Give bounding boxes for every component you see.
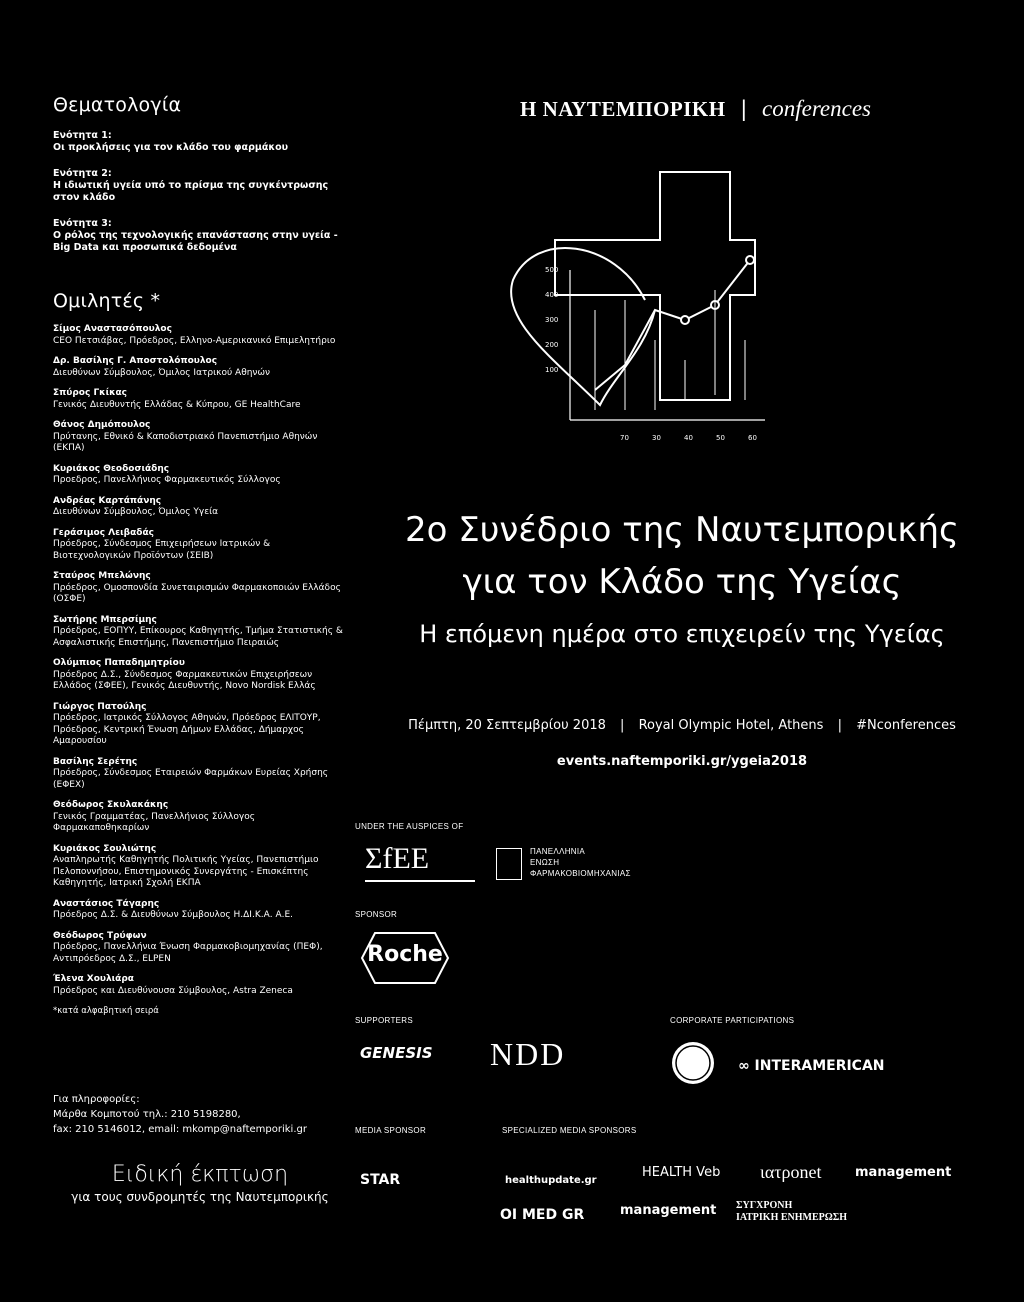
event-title-line1: 2ο Συνέδριο της Ναυτεμπορικής <box>405 510 959 550</box>
management-logo-2: management <box>620 1203 717 1218</box>
discount-title: Ειδική έκπτωση <box>111 1162 289 1187</box>
speaker-entry <box>53 356 343 379</box>
speaker-name: Σίμος Αναστασόπουλος <box>53 324 172 334</box>
contact-fax-email: fax: 210 5146012, email: mkomp@naftemporiki.gr <box>53 1124 307 1135</box>
speaker-name: Σταύρος Μπελώνης <box>53 571 151 581</box>
healthupdate-logo: healthupdate.gr <box>505 1175 597 1186</box>
star-logo: STAR <box>360 1172 401 1188</box>
discount-block <box>30 1162 370 1204</box>
ndd-logo: NDD <box>490 1036 566 1072</box>
speaker-entry <box>53 899 343 922</box>
masthead <box>520 96 871 122</box>
speakers-footnote: *κατά αλφαβητική σειρά <box>53 1006 159 1016</box>
y-tick-label: 400 <box>545 291 559 299</box>
x-tick-label: 50 <box>716 434 725 442</box>
iatronet-logo: ιατρonet <box>760 1162 822 1182</box>
corporate-label: CORPORATE PARTICIPATIONS <box>670 1016 795 1025</box>
speaker-entry <box>53 844 343 890</box>
interamerican-icon: ∞ <box>738 1058 750 1074</box>
speaker-entry <box>53 702 343 748</box>
speaker-name: Ολύμπιος Παπαδημητρίου <box>53 658 185 668</box>
discount-subtitle: για τους συνδρομητές της Ναυτεμπορικής <box>71 1190 329 1204</box>
speaker-role: Πρόεδρος, Ιατρικός Σύλλογος Αθηνών, Πρόεδρος ΕΛΙΤΟΥΡ, Πρόεδρος, Κεντρική Ένωση Δήμων Ελλάδας, Δήμαρχος Αμαρουσίου <box>53 713 321 746</box>
speaker-name: Αναστάσιος Τάγαρης <box>53 898 160 909</box>
speaker-role: Πρόεδρος, Σύνδεσμος Εταιρειών Φαρμάκων Ευρείας Χρήσης (ΕΦΕΧ) <box>53 768 329 790</box>
speaker-entry <box>53 658 343 693</box>
contact-name-phone: Μάρθα Κομποτού τηλ.: 210 5198280, <box>53 1109 241 1120</box>
pef-logo-mark <box>496 848 522 880</box>
speaker-entry <box>53 420 343 455</box>
event-url[interactable]: events.naftemporiki.gr/ygeia2018 <box>556 754 808 769</box>
y-tick-label: 200 <box>545 341 559 349</box>
speaker-role: Διευθύνων Σύμβουλος, Όμιλος Υγεία <box>53 507 219 517</box>
speaker-name: Έλενα Χουλιάρα <box>53 974 134 984</box>
topics-section <box>53 94 343 264</box>
event-hashtag: #Nconferences <box>856 718 956 733</box>
speaker-name: Σωτήρης Μπερσίμης <box>53 614 157 625</box>
speaker-entry <box>53 800 343 835</box>
chart-point <box>681 316 689 324</box>
sfee-logo: ΣfΕΕ <box>365 842 430 875</box>
media-sponsor-label: MEDIA SPONSOR <box>355 1126 427 1135</box>
speaker-role: Πρόεδρος, Πανελλήνια Ένωση Φαρμακοβιομηχανίας (ΠΕΦ), Αντιπρόεδρος Δ.Σ., ELPEN <box>53 942 323 964</box>
topic-unit-3: Ενότητα 3: Ο ρόλος της τεχνολογικής επανάστασης στην υγεία - Big Data και προσωπικά δεδομένα <box>53 218 338 253</box>
speaker-role: Γενικός Διευθυντής Ελλάδας & Κύπρου, GE HealthCare <box>53 399 301 410</box>
speaker-role: Διευθύνων Σύμβουλος, Όμιλος Ιατρικού Αθηνών <box>53 367 271 378</box>
chart-line <box>595 260 750 390</box>
event-details <box>340 718 1024 733</box>
speaker-entry <box>53 974 343 997</box>
speaker-entry <box>53 757 343 792</box>
contact-block <box>53 1092 353 1137</box>
x-tick-label: 30 <box>652 434 661 442</box>
speaker-entry <box>53 388 343 411</box>
speaker-name: Κυριάκος Σουλιώτης <box>53 843 157 854</box>
topics-heading: Θεματολογία <box>53 94 182 116</box>
separator: | <box>837 718 842 733</box>
chart-point <box>746 256 754 264</box>
x-tick-label: 60 <box>748 434 757 442</box>
speaker-role: Πρόεδρος και Διευθύνουσα Σύμβουλος, Astra Zeneca <box>53 985 293 996</box>
management-logo-1: management <box>855 1165 952 1180</box>
speaker-name: Βασίλης Σερέτης <box>53 756 138 767</box>
y-tick-label: 500 <box>545 266 559 274</box>
speaker-role: Αναπληρωτής Καθηγητής Πολιτικής Υγείας, Πανεπιστήμιο Πελοποννήσου, Επιστημονικός Συνεργάτης - Επισκέπτης Καθηγητής, Ιατρική Σχολή ΕΚΠΑ <box>53 855 319 888</box>
speaker-role: Πρόεδρος, ΕΟΠΥΥ, Επίκουρος Καθηγητής, Τμήμα Στατιστικής & Ασφαλιστικής Επιστήμης, Πανεπιστήμιο Πειραιώς <box>53 626 343 648</box>
speaker-role: Πρύτανης, Εθνικό & Καποδιστριακό Πανεπιστήμιο Αθηνών (ΕΚΠΑ) <box>53 431 318 453</box>
heart-outline <box>511 248 655 405</box>
speaker-role: Πρόεδρος, Σύνδεσμος Επιχειρήσεων Ιατρικών & Βιοτεχνολογικών Προϊόντων (ΣΕΙΒ) <box>53 539 271 561</box>
speaker-role: Γενικός Γραμματέας, Πανελλήνιος Σύλλογος Φαρμακαποθηκαρίων <box>53 811 256 833</box>
speaker-name: Γιώργος Πατούλης <box>53 701 147 712</box>
speaker-entry <box>53 615 343 650</box>
topic-unit-1: Ενότητα 1: Οι προκλήσεις για τον κλάδο του φαρμάκου <box>53 130 289 153</box>
event-tagline: Η επόμενη ημέρα στο επιχειρείν της Υγείας <box>419 620 945 648</box>
speaker-role: Πρόεδρος Δ.Σ. & Διευθύνων Σύμβουλος Η.ΔΙ.Κ.Α. Α.Ε. <box>53 910 294 920</box>
x-tick-label: 70 <box>620 434 629 442</box>
interamerican-logo: ∞ INTERAMERICAN <box>738 1058 885 1074</box>
speaker-name: Σπύρος Γκίκας <box>53 388 127 398</box>
speaker-entry <box>53 324 343 347</box>
pef-logo-text: ΠΑΝΕΛΛΗΝΙΑ ΕΝΩΣΗ ΦΑΡΜΑΚΟΒΙΟΜΗΧΑΝΙΑΣ <box>530 847 631 878</box>
speaker-name: Ανδρέας Καρτάπάνης <box>53 495 162 506</box>
medgr-logo: OI MED GR <box>500 1207 585 1223</box>
sfee-underline <box>365 880 475 882</box>
event-date: Πέμπτη, 20 Σεπτεμβρίου 2018 <box>408 718 606 733</box>
roche-text: Roche <box>367 942 443 967</box>
speaker-name: Δρ. Βασίλης Γ. Αποστολόπουλος <box>53 356 218 366</box>
speaker-list <box>53 324 343 997</box>
speaker-entry <box>53 528 343 563</box>
event-title-line2: για τον Κλάδο της Υγείας <box>462 562 902 602</box>
event-venue: Royal Olympic Hotel, Athens <box>638 718 824 733</box>
auspices-label: UNDER THE AUSPICES OF <box>355 822 464 831</box>
speaker-name: Γεράσιμος Λειβαδάς <box>53 527 154 538</box>
speakers-section <box>53 290 343 1016</box>
speaker-name: Θάνος Δημόπουλος <box>53 420 151 430</box>
topic-unit-2: Ενότητα 2: Η ιδιωτική υγεία υπό το πρίσμα της συγκέντρωσης στον κλάδο <box>53 168 329 203</box>
x-tick-label: 40 <box>684 434 693 442</box>
speaker-role: Πρόεδρος Δ.Σ., Σύνδεσμος Φαρμακευτικών Επιχειρήσεων Ελλάδος (ΣΦΕΕ), Γενικός Διευθυντής, Novo Nordisk Ελλάς <box>53 669 316 691</box>
speaker-name: Θεόδωρος Τρύφων <box>53 930 147 941</box>
speaker-entry <box>53 571 343 606</box>
speaker-role: Προεδρος, Πανελλήνιος Φαρμακευτικός Σύλλογος <box>53 475 281 485</box>
speaker-name: Θεόδωρος Σκυλακάκης <box>53 800 169 810</box>
health-graphic <box>495 160 795 460</box>
speaker-entry <box>53 496 343 519</box>
speaker-role: Πρόεδρος, Ομοσπονδία Συνεταιρισμών Φαρμακοποιών Ελλάδος (ΟΣΦΕ) <box>53 582 341 604</box>
specialized-label: SPECIALIZED MEDIA SPONSORS <box>502 1126 637 1135</box>
genesis-logo: GENESIS <box>360 1044 433 1062</box>
speaker-entry <box>53 464 343 487</box>
supporters-label: SUPPORTERS <box>355 1016 413 1025</box>
synchroni-logo: ΣΥΓΧΡΟΝΗ ΙΑΤΡΙΚΗ ΕΝΗΜΕΡΩΣΗ <box>736 1200 848 1223</box>
healthweb-logo: HEALTH Veb <box>642 1165 721 1180</box>
y-tick-label: 300 <box>545 316 559 324</box>
y-tick-label: 100 <box>545 366 559 374</box>
speaker-role: CEO Πετσιάβας, Πρόεδρος, Ελληνο-Αμερικανικό Επιμελητήριο <box>53 335 336 346</box>
speakers-heading: Ομιλητές * <box>53 290 161 312</box>
masthead-brand: Η ΝΑΥΤΕΜΠΟΡΙΚΗ <box>520 97 726 121</box>
speaker-entry <box>53 931 343 966</box>
masthead-sub: conferences <box>762 96 872 121</box>
speaker-name: Κυριάκος Θεοδοσιάδης <box>53 463 170 474</box>
ge-logo <box>670 1040 716 1086</box>
masthead-separator: | <box>740 97 748 121</box>
sponsor-label: SPONSOR <box>355 910 398 919</box>
separator: | <box>620 718 625 733</box>
contact-label: Για πληροφορίες: <box>53 1094 140 1105</box>
